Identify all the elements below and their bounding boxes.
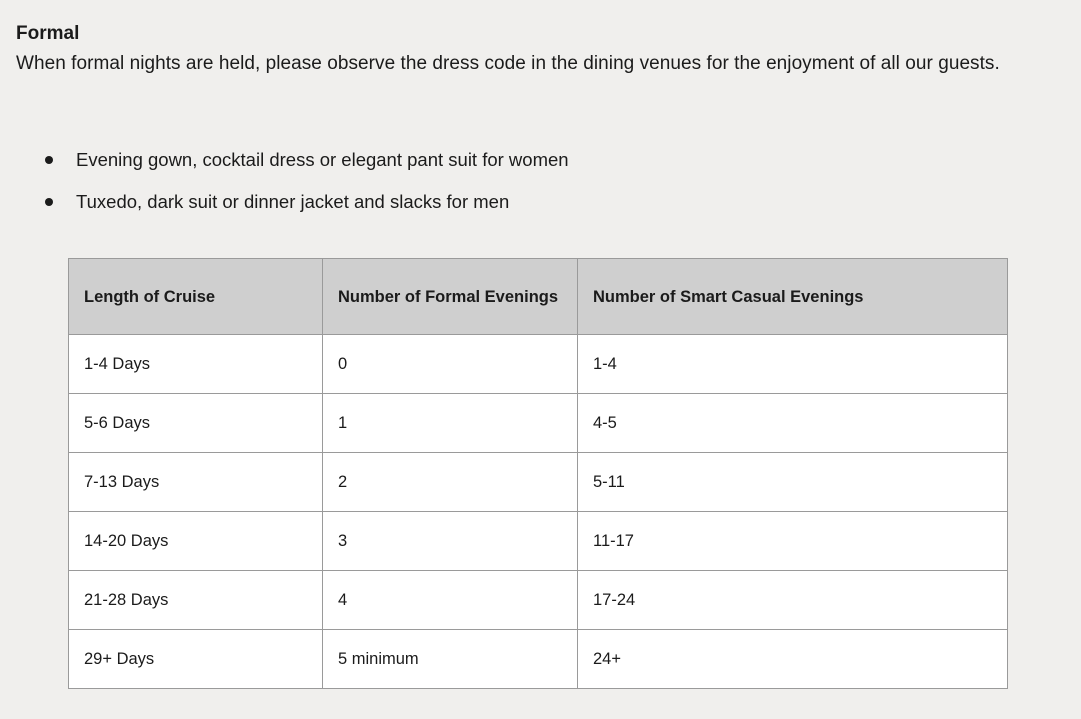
header-length-of-cruise: Length of Cruise: [69, 259, 323, 335]
table-row: [69, 571, 1008, 630]
cell-formal: 2: [323, 453, 578, 512]
list-item: [0, 145, 569, 187]
header-smart-casual-evenings: Number of Smart Casual Evenings: [578, 259, 1008, 335]
cell-smart-casual: 17-24: [578, 571, 1008, 630]
dress-code-list: [0, 145, 569, 229]
bullet-icon: [45, 156, 53, 164]
list-item-text: Evening gown, cocktail dress or elegant pant suit for women: [76, 149, 569, 170]
table-row: [69, 630, 1008, 689]
section-heading: Formal: [16, 23, 80, 44]
list-item: [0, 187, 569, 229]
cell-smart-casual: 5-11: [578, 453, 1008, 512]
cell-formal: 3: [323, 512, 578, 571]
cell-formal: 0: [323, 335, 578, 394]
bullet-icon: [45, 198, 53, 206]
table-header-row: [69, 259, 1008, 335]
cell-length: 21-28 Days: [69, 571, 323, 630]
table-row: [69, 335, 1008, 394]
list-item-text: Tuxedo, dark suit or dinner jacket and slacks for men: [76, 191, 510, 212]
cell-smart-casual: 1-4: [578, 335, 1008, 394]
cell-smart-casual: 11-17: [578, 512, 1008, 571]
cell-length: 7-13 Days: [69, 453, 323, 512]
cell-smart-casual: 4-5: [578, 394, 1008, 453]
cell-formal: 4: [323, 571, 578, 630]
intro-paragraph: When formal nights are held, please observe the dress code in the dining venues for the enjoyment of all our guests.: [16, 53, 1000, 74]
cell-length: 1-4 Days: [69, 335, 323, 394]
table-row: [69, 512, 1008, 571]
cell-length: 29+ Days: [69, 630, 323, 689]
cell-length: 5-6 Days: [69, 394, 323, 453]
header-formal-evenings: Number of Formal Evenings: [323, 259, 578, 335]
cell-formal: 1: [323, 394, 578, 453]
cell-length: 14-20 Days: [69, 512, 323, 571]
cell-formal: 5 minimum: [323, 630, 578, 689]
table-row: [69, 453, 1008, 512]
cell-smart-casual: 24+: [578, 630, 1008, 689]
table-row: [69, 394, 1008, 453]
formal-evenings-table: [68, 258, 1008, 689]
